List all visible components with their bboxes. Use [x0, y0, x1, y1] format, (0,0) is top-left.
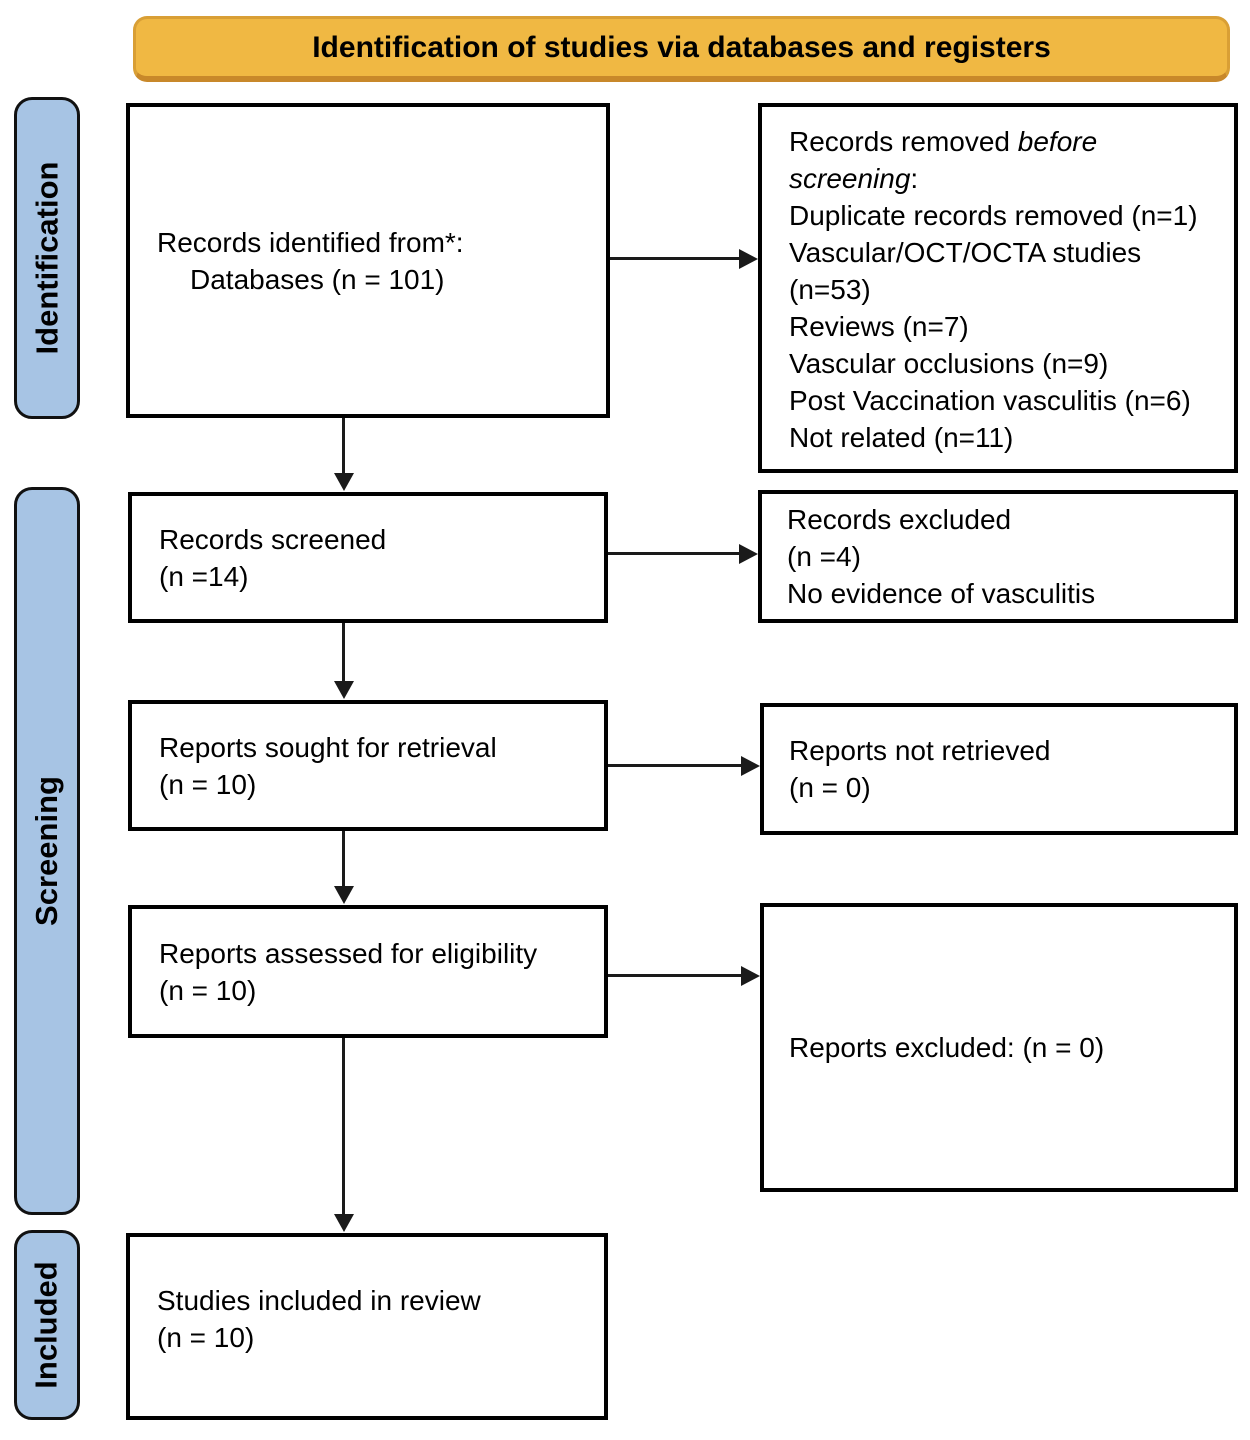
arrow-assessed-to-included	[342, 1038, 345, 1215]
arrow-screened-to-sought	[342, 623, 345, 682]
stage-label-included-text: Included	[29, 1261, 65, 1389]
records-removed-lead-line2	[789, 160, 1212, 197]
reports-not-retrieved-line2: (n = 0)	[789, 772, 871, 803]
stage-label-identification	[14, 97, 80, 419]
arrow-identified-to-screened	[342, 418, 345, 474]
reports-excluded-box	[760, 903, 1238, 1192]
stage-label-screening	[14, 487, 80, 1215]
title-banner	[133, 16, 1230, 82]
records-excluded-line1: Records excluded	[787, 504, 1012, 535]
studies-included-box	[126, 1233, 608, 1420]
arrow-assessed-to-reports-excluded	[608, 974, 742, 977]
reports-sought-box	[128, 700, 608, 831]
records-excluded-line2: (n =4)	[787, 541, 861, 572]
stage-label-included	[14, 1230, 80, 1420]
records-removed-lead-colon: :	[910, 163, 919, 194]
reports-not-retrieved-box	[760, 703, 1238, 835]
records-excluded-line3: No evidence of vasculitis	[787, 578, 1096, 609]
records-screened-line2: (n =14)	[159, 560, 249, 592]
records-identified-line1: Records identified from*:	[157, 226, 464, 258]
records-removed-lead-italic2: screening	[789, 163, 911, 194]
removed-reason-item: Post Vaccination vasculitis (n=6)	[789, 385, 1191, 416]
reports-assessed-line2: (n = 10)	[159, 974, 257, 1006]
records-identified-box	[126, 103, 610, 418]
records-identified-line2: Databases (n = 101)	[190, 263, 445, 295]
reports-not-retrieved-line1: Reports not retrieved	[789, 735, 1051, 766]
removed-reason-item: Reviews (n=7)	[789, 311, 969, 342]
stage-label-screening-text: Screening	[29, 776, 65, 926]
stage-label-identification-text: Identification	[29, 161, 65, 355]
removed-reason-item: Vascular occlusions (n=9)	[789, 348, 1109, 379]
records-excluded-box	[758, 490, 1238, 623]
studies-included-line2: (n = 10)	[157, 1322, 255, 1353]
reports-assessed-box	[128, 905, 608, 1038]
records-screened-line1: Records screened	[159, 523, 387, 555]
title-banner-text: Identification of studies via databases and registers	[312, 30, 1051, 64]
records-removed-box	[758, 103, 1238, 473]
removed-reason-item: Not related (n=11)	[789, 422, 1014, 453]
arrow-identified-to-removed	[610, 257, 740, 260]
arrow-sought-to-assessed	[342, 831, 345, 887]
arrow-sought-to-not-retrieved	[608, 764, 742, 767]
reports-excluded-line1: Reports excluded: (n = 0)	[789, 1032, 1105, 1063]
removed-reason-item: Vascular/OCT/OCTA studies (n=53)	[789, 237, 1142, 305]
removed-reason-item: Duplicate records removed (n=1)	[789, 200, 1198, 231]
records-removed-lead-italic1: before	[1017, 126, 1098, 157]
arrow-screened-to-excluded	[608, 552, 740, 555]
records-removed-reasons-list	[789, 197, 1212, 456]
records-removed-lead-normal: Records removed	[789, 126, 1018, 157]
reports-assessed-line1: Reports assessed for eligibility	[159, 937, 538, 969]
reports-sought-line1: Reports sought for retrieval	[159, 731, 497, 763]
records-removed-lead-line1	[789, 123, 1212, 160]
studies-included-line1: Studies included in review	[157, 1285, 481, 1316]
reports-sought-line2: (n = 10)	[159, 768, 257, 800]
records-screened-box	[128, 492, 608, 623]
